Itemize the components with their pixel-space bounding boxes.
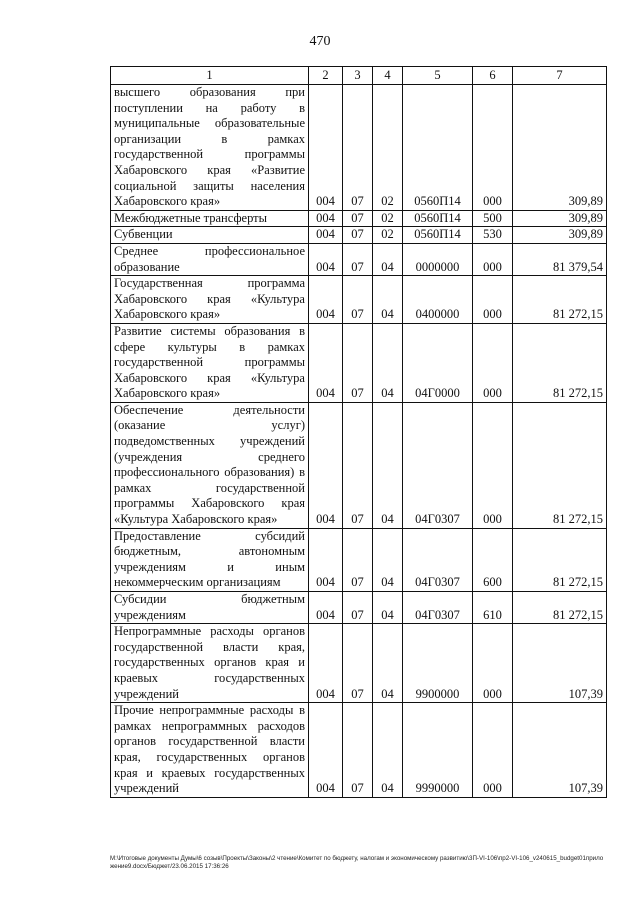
row-value-cell-c7: 81 379,54 xyxy=(513,243,607,275)
table-header-row xyxy=(111,67,607,85)
row-value-cell-c4: 04 xyxy=(373,703,403,798)
row-value-cell-c7: 309,89 xyxy=(513,227,607,244)
row-value-cell-c3: 07 xyxy=(343,703,373,798)
row-name-cell: Непрограммные расходы органов государственной власти края, государственных органов края и краевых государственных учреждений xyxy=(111,624,309,703)
row-value-cell-c4: 04 xyxy=(373,402,403,528)
row-value-cell-c7: 81 272,15 xyxy=(513,276,607,324)
row-value-cell-c7: 81 272,15 xyxy=(513,592,607,624)
row-value-cell-c3: 07 xyxy=(343,592,373,624)
row-value-cell-c6: 000 xyxy=(473,703,513,798)
table-row xyxy=(111,243,607,275)
row-value-cell-c3: 07 xyxy=(343,402,373,528)
row-value-cell-c6: 500 xyxy=(473,210,513,227)
row-value-cell-c4: 04 xyxy=(373,323,403,402)
row-value-cell-c7: 107,39 xyxy=(513,624,607,703)
row-value-cell-c4: 02 xyxy=(373,85,403,211)
row-value-cell-c2: 004 xyxy=(309,592,343,624)
row-value-cell-c7: 81 272,15 xyxy=(513,402,607,528)
row-value-cell-c6: 600 xyxy=(473,528,513,591)
row-value-cell-c5: 0560П14 xyxy=(403,85,473,211)
table-row xyxy=(111,276,607,324)
row-value-cell-c3: 07 xyxy=(343,624,373,703)
page-number: 470 xyxy=(309,34,331,49)
row-value-cell-c5: 0560П14 xyxy=(403,210,473,227)
row-value-cell-c5: 04Г0307 xyxy=(403,528,473,591)
header-cell: 1 xyxy=(111,67,309,85)
table-row xyxy=(111,528,607,591)
row-name-cell: Субсидии бюджетным учреждениям xyxy=(111,592,309,624)
row-value-cell-c4: 04 xyxy=(373,243,403,275)
row-value-cell-c6: 000 xyxy=(473,323,513,402)
table-row xyxy=(111,703,607,798)
row-value-cell-c5: 0400000 xyxy=(403,276,473,324)
table-row xyxy=(111,323,607,402)
row-value-cell-c4: 04 xyxy=(373,528,403,591)
row-value-cell-c2: 004 xyxy=(309,210,343,227)
header-cell: 3 xyxy=(343,67,373,85)
header-cell: 6 xyxy=(473,67,513,85)
row-name-cell: Обеспечение деятельности (оказание услуг) подведомственных учреждений (учреждения среднего профессионального образования) в рамках государственной программы Хабаровского края «Культура Хабаровского края» xyxy=(111,402,309,528)
row-value-cell-c4: 04 xyxy=(373,592,403,624)
row-value-cell-c7: 309,89 xyxy=(513,85,607,211)
row-value-cell-c2: 004 xyxy=(309,402,343,528)
row-name-cell: Субвенции xyxy=(111,227,309,244)
row-value-cell-c6: 000 xyxy=(473,402,513,528)
row-name-cell: Государственная программа Хабаровского края «Культура Хабаровского края» xyxy=(111,276,309,324)
row-value-cell-c6: 000 xyxy=(473,276,513,324)
row-value-cell-c4: 04 xyxy=(373,624,403,703)
row-value-cell-c5: 04Г0307 xyxy=(403,592,473,624)
row-value-cell-c7: 81 272,15 xyxy=(513,323,607,402)
row-value-cell-c2: 004 xyxy=(309,323,343,402)
row-value-cell-c3: 07 xyxy=(343,85,373,211)
row-name-cell: Среднее профессиональное образование xyxy=(111,243,309,275)
row-value-cell-c3: 07 xyxy=(343,528,373,591)
row-name-cell: Прочие непрограммные расходы в рамках непрограммных расходов органов государственной власти края, государственных органов края и краевых государственных учреждений xyxy=(111,703,309,798)
row-value-cell-c2: 004 xyxy=(309,276,343,324)
row-value-cell-c5: 9900000 xyxy=(403,624,473,703)
row-value-cell-c5: 04Г0000 xyxy=(403,323,473,402)
row-value-cell-c3: 07 xyxy=(343,243,373,275)
row-value-cell-c6: 000 xyxy=(473,243,513,275)
row-value-cell-c3: 07 xyxy=(343,210,373,227)
table-row xyxy=(111,227,607,244)
header-cell: 4 xyxy=(373,67,403,85)
table-row xyxy=(111,210,607,227)
row-value-cell-c3: 07 xyxy=(343,276,373,324)
row-value-cell-c4: 04 xyxy=(373,276,403,324)
row-value-cell-c2: 004 xyxy=(309,227,343,244)
table-row xyxy=(111,402,607,528)
row-value-cell-c7: 107,39 xyxy=(513,703,607,798)
row-value-cell-c6: 000 xyxy=(473,85,513,211)
row-value-cell-c2: 004 xyxy=(309,528,343,591)
row-value-cell-c6: 000 xyxy=(473,624,513,703)
row-value-cell-c4: 02 xyxy=(373,227,403,244)
row-value-cell-c7: 81 272,15 xyxy=(513,528,607,591)
row-value-cell-c5: 9990000 xyxy=(403,703,473,798)
header-cell: 5 xyxy=(403,67,473,85)
row-value-cell-c2: 004 xyxy=(309,624,343,703)
row-value-cell-c2: 004 xyxy=(309,243,343,275)
row-value-cell-c2: 004 xyxy=(309,85,343,211)
header-cell: 7 xyxy=(513,67,607,85)
row-value-cell-c6: 610 xyxy=(473,592,513,624)
table-row xyxy=(111,85,607,211)
row-value-cell-c4: 02 xyxy=(373,210,403,227)
row-value-cell-c5: 0000000 xyxy=(403,243,473,275)
row-value-cell-c5: 0560П14 xyxy=(403,227,473,244)
header-cell: 2 xyxy=(309,67,343,85)
budget-table xyxy=(110,66,607,798)
row-value-cell-c7: 309,89 xyxy=(513,210,607,227)
row-name-cell: Развитие системы образования в сфере культуры в рамках государственной программы Хабаровского края «Культура Хабаровского края» xyxy=(111,323,309,402)
table-row xyxy=(111,592,607,624)
row-name-cell: Предоставление субсидий бюджетным, автономным учреждениям и иным некоммерческим организациям xyxy=(111,528,309,591)
row-value-cell-c5: 04Г0307 xyxy=(403,402,473,528)
document-path-footer: M:\Итоговые документы Думы\6 созыв\Проекты\Законы\2 чтение\Комитет по бюджету, налогам и экономическому развитию\3П-VI-106\пр2-VI-106_v240615_budget01приложение9.docx/Бюджет/23.06.2015 17:36:26 xyxy=(110,855,604,870)
row-value-cell-c6: 530 xyxy=(473,227,513,244)
row-value-cell-c3: 07 xyxy=(343,227,373,244)
row-name-cell: Межбюджетные трансферты xyxy=(111,210,309,227)
row-value-cell-c2: 004 xyxy=(309,703,343,798)
row-name-cell: высшего образования при поступлении на работу в муниципальные образовательные организации в рамках государственной программы Хабаровского края «Развитие социальной защиты населения Хабаровского края» xyxy=(111,85,309,211)
table-row xyxy=(111,624,607,703)
row-value-cell-c3: 07 xyxy=(343,323,373,402)
